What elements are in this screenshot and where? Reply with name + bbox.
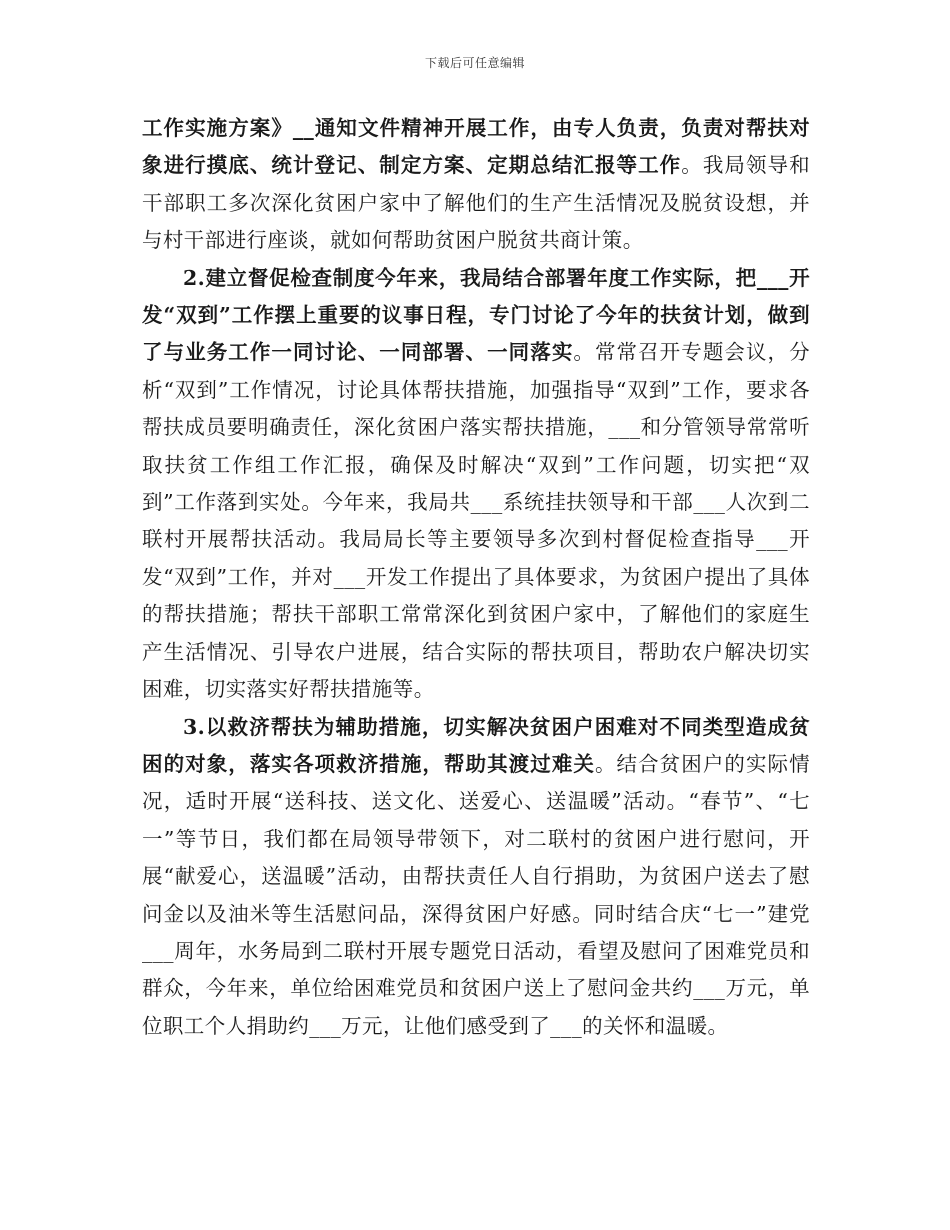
paragraph-1 xyxy=(142,110,810,260)
paragraph-3-bold: 3.以救济帮扶为辅助措施，切实解决贫困户困难对不同类型造成贫困的对象，落实各项救济措施，帮助其渡过难关 xyxy=(142,714,810,776)
paragraph-3 xyxy=(142,709,810,1046)
page-header: 下载后可任意编辑 xyxy=(424,56,525,70)
paragraph-2-bold: 2.建立督促检查制度今年来，我局结合部署年度工作实际，把___开发“双到”工作摆上重要的议事日程，专门讨论了今年的扶贫计划，做到了与业务工作一同讨论、一同部署、一同落实 xyxy=(142,265,810,365)
paragraph-3-text: 。结合贫困户的实际情况，适时开展“送科技、送文化、送爱心、送温暖”活动。“春节”、“七一”等节日，我们都在局领导带领下，对二联村的贫困户进行慰问，开展“献爱心，送温暖”活动，由帮扶责任人自行捐助，为贫困户送去了慰问金以及油米等生活慰问品，深得贫困户好感。同时结合庆“七一”建党___周年，水务局到二联村开展专题党日活动，看望及慰问了困难党员和群众，今年来，单位给困难党员和贫困户送上了慰问金共约___万元，单位职工个人捐助约___万元，让他们感受到了___的关怀和温暖。 xyxy=(142,751,810,1038)
paragraph-2 xyxy=(142,260,810,709)
paragraph-1-bold: 工作实施方案》__通知文件精神开展工作，由专人负责，负责对帮扶对象进行摸底、统计登记、制定方案、定期总结汇报等工作 xyxy=(142,116,810,178)
paragraph-1-text: 。我局领导和干部职工多次深化贫困户家中了解他们的生产生活情况及脱贫设想，并与村干部进行座谈，就如何帮助贫困户脱贫共商计策。 xyxy=(142,153,810,253)
document-body xyxy=(142,110,810,1045)
paragraph-2-text: 。常常召开专题会议，分析“双到”工作情况，讨论具体帮扶措施，加强指导“双到”工作，要求各帮扶成员要明确责任，深化贫困户落实帮扶措施，___和分管领导常常听取扶贫工作组工作汇报，确保及时解决“双到”工作问题，切实把“双到”工作落到实处。今年来，我局共___系统挂扶领导和干部___人次到二联村开展帮扶活动。我局局长等主要领导多次到村督促检查指导___开发“双到”工作，并对___开发工作提出了具体要求，为贫困户提出了具体的帮扶措施；帮扶干部职工常常深化到贫困户家中，了解他们的家庭生产生活情况、引导农户进展，结合实际的帮扶项目，帮助农户解决切实困难，切实落实好帮扶措施等。 xyxy=(142,340,811,702)
